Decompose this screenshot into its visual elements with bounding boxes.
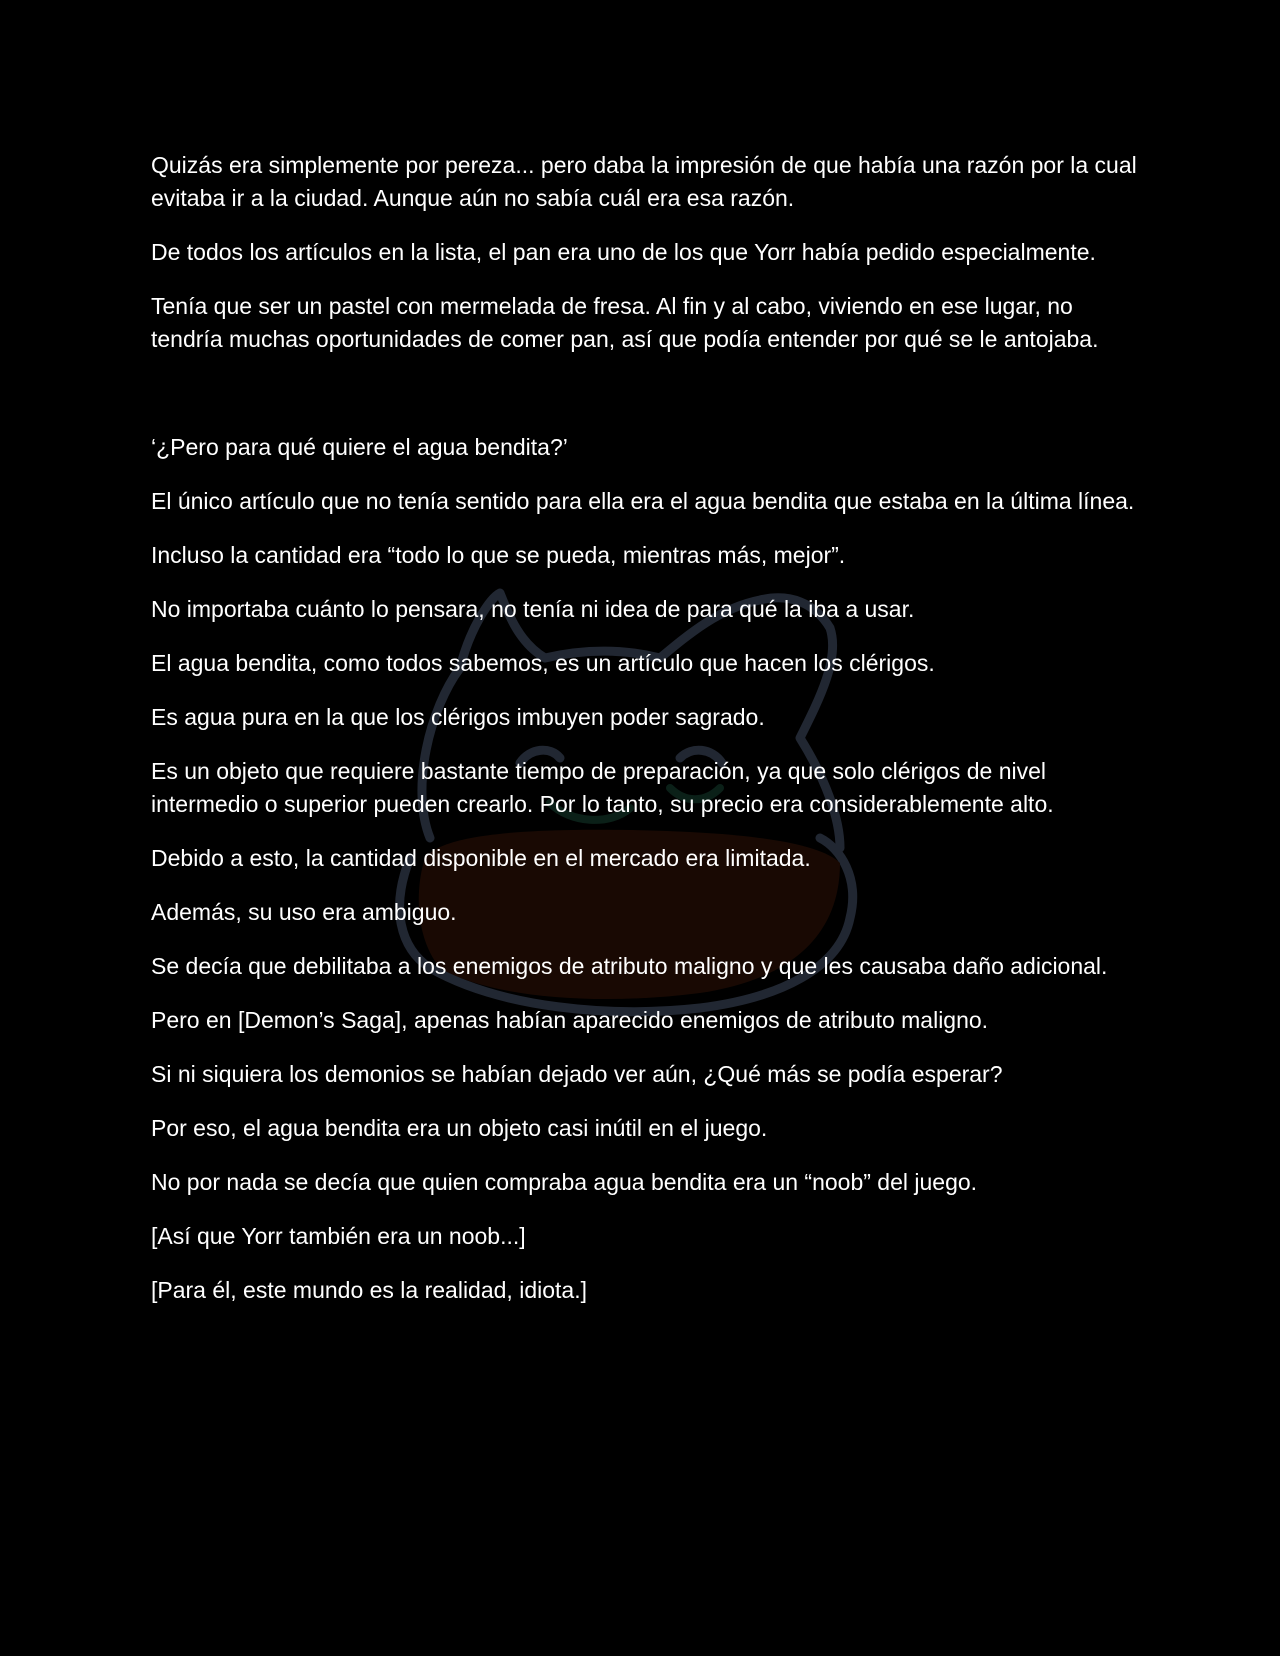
paragraph: Si ni siquiera los demonios se habían dejado ver aún, ¿Qué más se podía esperar?: [151, 1061, 1003, 1087]
paragraph: [Así que Yorr también era un noob...]: [151, 1223, 526, 1249]
paragraph: El agua bendita, como todos sabemos, es un artículo que hacen los clérigos.: [151, 650, 935, 676]
paragraph: ‘¿Pero para qué quiere el agua bendita?’: [151, 434, 568, 460]
paragraph: [Para él, este mundo es la realidad, idiota.]: [151, 1277, 587, 1303]
paragraph: De todos los artículos en la lista, el pan era uno de los que Yorr había pedido especialmente.: [151, 239, 1096, 265]
paragraph: Es un objeto que requiere bastante tiempo de preparación, ya que solo clérigos de nivel intermedio o superior pueden crearlo. Por lo tanto, su precio era considerablemente alto.: [151, 758, 1054, 817]
paragraph: Además, su uso era ambiguo.: [151, 899, 457, 925]
paragraph: No importaba cuánto lo pensara, no tenía ni idea de para qué la iba a usar.: [151, 596, 915, 622]
document-text: [151, 149, 1141, 1328]
paragraph: Pero en [Demon’s Saga], apenas habían aparecido enemigos de atributo maligno.: [151, 1007, 989, 1033]
paragraph: Es agua pura en la que los clérigos imbuyen poder sagrado.: [151, 704, 765, 730]
paragraph: No por nada se decía que quien compraba agua bendita era un “noob” del juego.: [151, 1169, 978, 1195]
paragraph: Tenía que ser un pastel con mermelada de fresa. Al fin y al cabo, viviendo en ese lugar, no tendría muchas oportunidades de comer pan, así que podía entender por qué se le antojaba.: [151, 293, 1099, 352]
paragraph: Por eso, el agua bendita era un objeto casi inútil en el juego.: [151, 1115, 768, 1141]
paragraph: Incluso la cantidad era “todo lo que se pueda, mientras más, mejor”.: [151, 542, 846, 568]
paragraph: El único artículo que no tenía sentido para ella era el agua bendita que estaba en la última línea.: [151, 488, 1135, 514]
paragraph: Debido a esto, la cantidad disponible en el mercado era limitada.: [151, 845, 811, 871]
paragraph: Quizás era simplemente por pereza... pero daba la impresión de que había una razón por la cual evitaba ir a la ciudad. Aunque aún no sabía cuál era esa razón.: [151, 152, 1137, 211]
paragraph: Se decía que debilitaba a los enemigos de atributo maligno y que les causaba daño adicional.: [151, 953, 1108, 979]
